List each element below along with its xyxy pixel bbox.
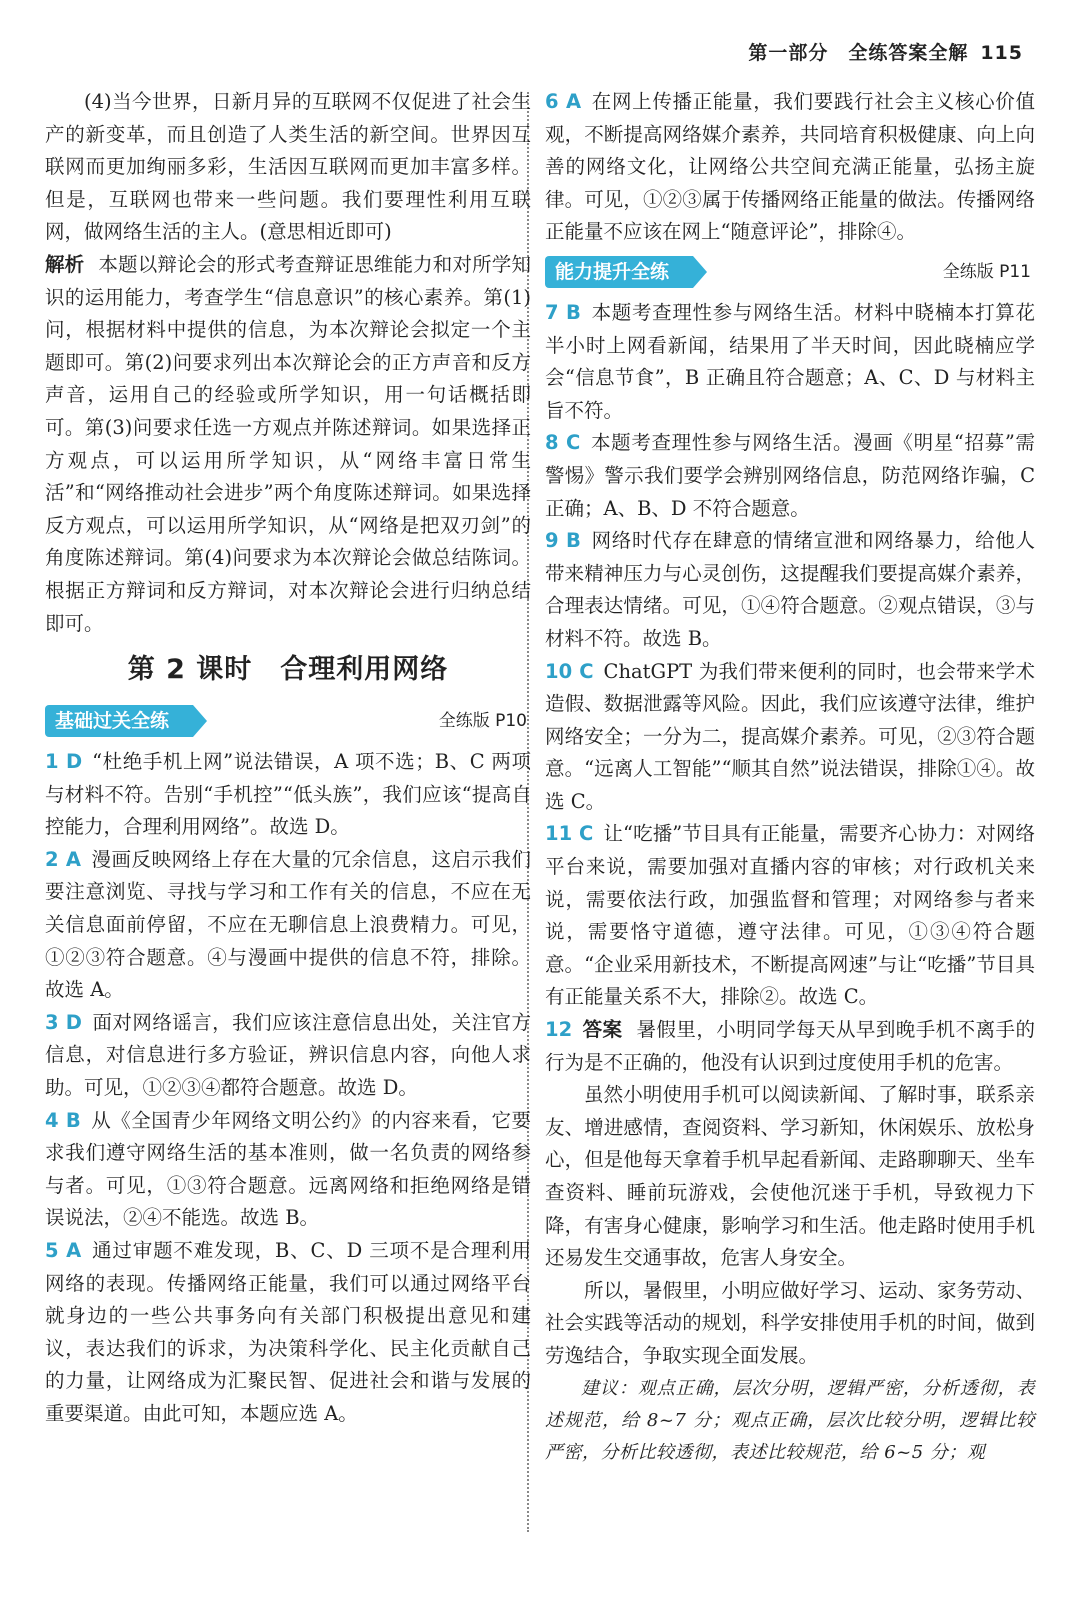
question-item xyxy=(45,1007,531,1105)
question-number: 11 C xyxy=(545,822,594,846)
question-number: 2 A xyxy=(45,847,81,871)
answer-paragraph-1: 暑假里，小明同学每天从早到晚手机不离手的行为是不正确的，他没有认识到过度使用手机的危害。 xyxy=(545,1018,1035,1074)
question-text: 漫画反映网络上存在大量的冗余信息，这启示我们要注意浏览、寻找与学习和工作有关的信息，不应在无关信息面前停留，不应在无聊信息上浪费精力。可见，①②③符合题意。④与漫画中提供的信息不符，排除。故选 A。 xyxy=(45,847,531,1002)
right-column xyxy=(545,86,1035,1469)
question-item xyxy=(45,844,531,1007)
section-ref: 全练版 P11 xyxy=(942,261,1031,282)
analysis-label: 解析 xyxy=(45,252,85,276)
question-item xyxy=(545,656,1035,819)
question-number: 4 B xyxy=(45,1108,81,1132)
answer-item-4: (4)当今世界，日新月异的互联网不仅促进了社会生产的新变革，而且创造了人类生活的新空间。世界因互联网而更加绚丽多彩，生活因互联网而更加丰富多样。但是，互联网也带来一些问题。我们要理性利用互联网，做网络生活的主人。(意思相近即可) xyxy=(45,90,531,244)
page-header xyxy=(748,38,1023,65)
question-item xyxy=(545,818,1035,1014)
answer-label: 答案 xyxy=(582,1018,623,1042)
question-number: 12 xyxy=(545,1018,573,1042)
question-number: 7 B xyxy=(545,300,581,324)
question-text: ChatGPT 为我们带来便利的同时，也会带来学术造假、数据泄露等风险。因此，我们应该遵守法律，维护网络安全；一分为二，提高媒介素养。可见，②③符合题意。“远离人工智能”“顺其自然”说法错误，排除①④。故选 C。 xyxy=(545,659,1035,813)
question-text: 本题考查理性参与网络生活。材料中晓楠本打算花半小时上网看新闻，结果用了半天时间，因此晓楠应学会“信息节食”，B 正确且符合题意；A、C、D 与材料主旨不符。 xyxy=(545,300,1035,422)
section-band-advanced xyxy=(545,255,1035,289)
question-text: 网络时代存在肆意的情绪宣泄和网络暴力，给他人带来精神压力与心灵创伤，这提醒我们要提高媒介素养，合理表达情绪。可见，①④符合题意。②观点错误，③与材料不符。故选 B。 xyxy=(545,529,1035,650)
question-item xyxy=(545,427,1035,525)
section-band-basic xyxy=(45,704,531,738)
section-badge: 能力提升全练 xyxy=(545,256,693,288)
question-number: 8 C xyxy=(545,431,581,455)
page-number: 115 xyxy=(980,42,1023,64)
question-number: 9 B xyxy=(545,529,581,553)
question-item xyxy=(45,1235,531,1431)
question-number: 5 A xyxy=(45,1239,82,1262)
section-title: 第一部分 全练答案全解 xyxy=(748,42,969,64)
question-text: 本题考查理性参与网络生活。漫画《明星“招募”需警惕》警示我们要学会辨别网络信息，防范网络诈骗，C 正确；A、B、D 不符合题意。 xyxy=(545,431,1035,520)
section-badge: 基础过关全练 xyxy=(45,705,193,737)
question-text: 从《全国青少年网络文明公约》的内容来看，它要求我们遵守网络生活的基本准则，做一名负责的网络参与者。可见，①③符合题意。远离网络和拒绝网络是错误说法，②④不能选。故选 B。 xyxy=(45,1108,531,1230)
question-item xyxy=(545,86,1035,249)
left-column xyxy=(45,86,531,1431)
question-12 xyxy=(545,1014,1035,1079)
section-ref: 全练版 P10 xyxy=(438,710,527,731)
question-item xyxy=(545,297,1035,427)
question-number: 10 C xyxy=(545,659,594,683)
question-text: 通过审题不难发现，B、C、D 三项不是合理利用网络的表现。传播网络正能量，我们可以通过网络平台就身边的一些公共事务向有关部门积极提出意见和建议，表达我们的诉求，为决策科学化、民主化贡献自己的力量，让网络成为汇聚民智、促进社会和谐与发展的重要渠道。由此可知，本题应选 A。 xyxy=(45,1239,531,1425)
question-number: 3 D xyxy=(45,1010,82,1034)
grading-criteria: 建议：观点正确，层次分明，逻辑严密，分析透彻，表述规范，给 8~7 分；观点正确，层次比较分明，逻辑比较严密，分析比较透彻，表述比较规范，给 6~5 分；观 xyxy=(545,1377,1035,1463)
question-text: 让“吃播”节目具有正能量，需要齐心协力：对网络平台来说，需要加强对直播内容的审核；对行政机关来说，需要依法行政，加强监督和管理；对网络参与者来说，需要恪守道德，遵守法律。可见，①③④符合题意。“企业采用新技术，不断提高网速”与让“吃播”节目具有正能量关系不大，排除②。故选 C。 xyxy=(545,822,1035,1009)
question-item xyxy=(545,525,1035,655)
question-text: “杜绝手机上网”说法错误，A 项不选；B、C 两项与材料不符。告别“手机控”“低头族”，我们应该“提高自控能力，合理利用网络”。故选 D。 xyxy=(45,750,531,839)
answer-paragraph-2: 虽然小明使用手机可以阅读新闻、了解时事，联系亲友、增进感情，查阅资料、学习新知，休闲娱乐、放松身心，但是他每天拿着手机早起看新闻、走路聊聊天、坐车查资料、睡前玩游戏，会使他沉迷于手机，导致视力下降，有害身心健康，影响学习和生活。他走路时使用手机还易发生交通事故，危害人身安全。 xyxy=(545,1083,1035,1270)
analysis-text: 本题以辩论会的形式考查辩证思维能力和对所学知识的运用能力，考查学生“信息意识”的核心素养。第(1)问，根据材料中提供的信息，为本次辩论会拟定一个主题即可。第(2)问要求列出本次辩论会的正方声音和反方声音，运用自己的经验或所学知识，用一句话概括即可。第(3)问要求任选一方观点并陈述辩词。如果选择正方观点，可以运用所学知识，从“网络丰富日常生活”和“网络推动社会进步”两个角度陈述辩词。如果选择反方观点，可以运用所学知识，从“网络是把双刃剑”的角度陈述辩词。第(4)问要求为本次辩论会做总结陈词。根据正方辩词和反方辩词，对本次辩论会进行归纳总结即可。 xyxy=(45,252,531,635)
question-number: 6 A xyxy=(545,90,582,113)
answer-paragraph-3: 所以，暑假里，小明应做好学习、运动、家务劳动、社会实践等活动的规划，科学安排使用手机的时间，做到劳逸结合，争取实现全面发展。 xyxy=(545,1278,1035,1367)
question-item xyxy=(45,746,531,844)
question-item xyxy=(45,1105,531,1235)
question-number: 1 D xyxy=(45,750,83,774)
question-text: 面对网络谣言，我们应该注意信息出处，关注官方信息，对信息进行多方验证，辨识信息内容，向他人求助。可见，①②③④都符合题意。故选 D。 xyxy=(45,1010,531,1100)
analysis-paragraph xyxy=(45,249,531,640)
lesson-title: 第 2 课时 合理利用网络 xyxy=(127,654,449,686)
question-text: 在网上传播正能量，我们要践行社会主义核心价值观，不断提高网络媒介素养，共同培育积极健康、向上向善的网络文化，让网络公共空间充满正能量，弘扬主旋律。可见，①②③属于传播网络正能量的做法。传播网络正能量不应该在网上“随意评论”，排除④。 xyxy=(545,90,1035,244)
